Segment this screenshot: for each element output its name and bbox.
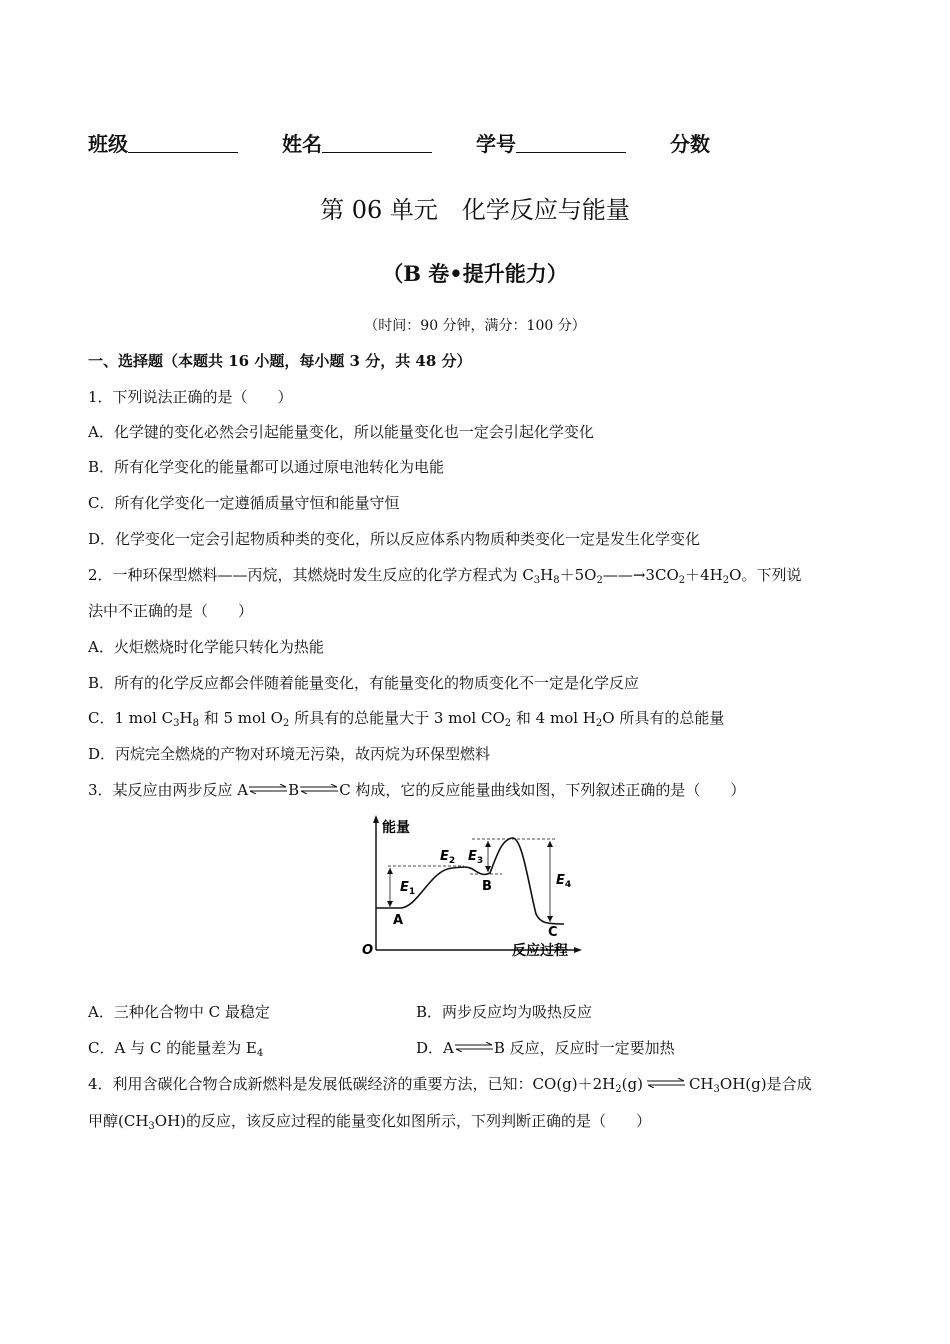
q1-stem: 1．下列说法正确的是（ ）: [88, 388, 293, 406]
name-blank[interactable]: [322, 134, 432, 153]
e1-arrow-icon: [387, 868, 393, 874]
x-axis-arrow-icon: [574, 947, 582, 953]
page-title: 第 06 单元 化学反应与能量: [320, 196, 630, 224]
q2-option-b: B．所有的化学反应都会伴随着能量变化，有能量变化的物质变化不一定是化学反应: [88, 674, 640, 692]
class-label: 班级: [88, 132, 128, 156]
e3-label: $E_3$: [468, 849, 484, 866]
e4-label: $E_4$: [556, 873, 572, 890]
e4-arrow-icon: [547, 916, 553, 922]
q3-option-b: B．两步反应均为吸热反应: [416, 1003, 593, 1021]
section-heading: 一、选择题（本题共 16 小题，每小题 3 分，共 48 分）: [88, 352, 472, 370]
q1-option-a: A．化学键的变化必然会引起能量变化，所以能量变化也一定会引起化学变化: [88, 423, 594, 441]
q3-option-d: D．A B 反应，反应时一定要加热: [416, 1039, 675, 1057]
q1-option-b: B．所有化学变化的能量都可以通过原电池转化为电能: [88, 458, 445, 476]
energy-diagram: [360, 812, 590, 962]
e1-label: $E_1$: [400, 880, 416, 897]
point-a-label: A: [393, 913, 404, 928]
q3-stem: 3．某反应由两步反应 A B C 构成，它的反应能量曲线如图，下列叙述正确的是（ ）: [88, 781, 746, 799]
time-note: （时间：90 分钟，满分：100 分）: [364, 318, 586, 334]
q2-option-c: C．1 mol $C_3H_8$ 和 5 mol $O_2$ 所具有的总能量大于 3 mol $CO_2$ 和 4 mol $H_2O$ 所具有的总能量: [88, 709, 725, 729]
q2-stem-line2: 法中不正确的是（ ）: [88, 602, 254, 620]
origin-label: O: [362, 943, 374, 958]
q1-option-d: D．化学变化一定会引起物质种类的变化，所以反应体系内物质种类变化一定是发生化学变化: [88, 530, 701, 548]
q3-option-a: A．三种化合物中 C 最稳定: [88, 1003, 270, 1021]
id-blank[interactable]: [516, 134, 626, 153]
point-b-label: B: [482, 879, 492, 894]
e1-arrow-icon: [387, 901, 393, 907]
equilibrium-arrow-icon: [299, 784, 339, 794]
y-axis-arrow-icon: [373, 815, 379, 823]
q2-option-d: D．丙烷完全燃烧的产物对环境无污染，故丙烷为环保型燃料: [88, 745, 491, 763]
equilibrium-arrow-icon: [643, 1078, 689, 1088]
e3-arrow-icon: [485, 841, 491, 847]
q2-stem-line1: 2．一种环保型燃料——丙烷，其燃烧时发生反应的化学方程式为 $C_3H_8+5O_2——\to 3CO_2+4H_2O$。下列说: [88, 566, 802, 586]
q4-stem-line1: 4．利用含碳化合物合成新燃料是发展低碳经济的重要方法，已知：$CO(g)+2H_2(g)$ $CH_3OH(g)$是合成: [88, 1075, 812, 1095]
point-c-label: C: [548, 925, 558, 940]
score-label: 分数: [670, 132, 710, 156]
y-axis-label: 能量: [382, 820, 410, 836]
q2-option-a: A．火炬燃烧时化学能只转化为热能: [88, 638, 324, 656]
equilibrium-arrow-icon: [454, 1042, 494, 1052]
e4-arrow-icon: [547, 841, 553, 847]
page-subtitle: （B 卷•提升能力）: [382, 261, 568, 286]
q3-option-c: C．A 与 C 的能量差为 $E_4$: [88, 1039, 264, 1059]
student-info-line: [88, 128, 710, 157]
id-label: 学号: [476, 132, 516, 156]
x-axis-label: 反应过程: [512, 943, 568, 959]
class-blank[interactable]: [128, 134, 238, 153]
q1-option-c: C．所有化学变化一定遵循质量守恒和能量守恒: [88, 494, 400, 512]
name-label: 姓名: [282, 132, 322, 156]
e2-label: $E_2$: [440, 849, 456, 866]
equilibrium-arrow-icon: [248, 784, 288, 794]
q4-stem-line2: 甲醇$(CH_3OH)$的反应，该反应过程的能量变化如图所示，下列判断正确的是（ ）: [88, 1112, 652, 1132]
